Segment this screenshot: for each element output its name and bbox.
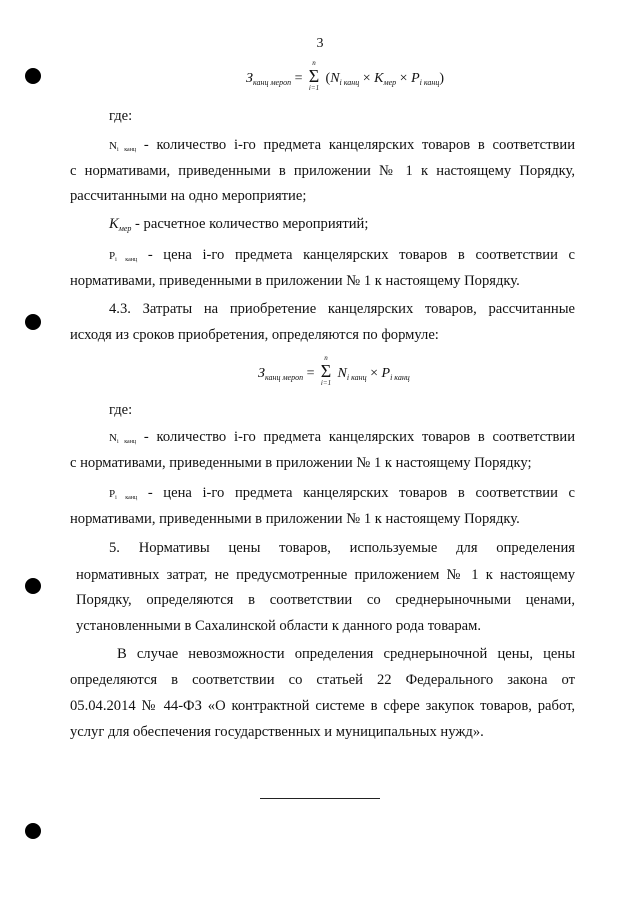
- paragraph-5-line2: нормативных затрат, не предусмотренные приложением № 1 к настоящему: [76, 567, 575, 583]
- page-number: 3: [316, 36, 324, 51]
- definition-p-line2: нормативами, приведенными в приложении № 1 к настоящему Порядку.: [70, 273, 520, 289]
- symbol-p: $P_{i канц}$: [109, 488, 138, 501]
- definition-p-line1: $P_{i канц}$ - цена i-го предмета канцелярских товаров в соответствии с: [109, 247, 575, 263]
- paragraph-4-3-line1: 4.3. Затраты на приобретение канцелярских товаров, рассчитанные: [109, 301, 575, 317]
- definition-p2-line1: $P_{i канц}$ - цена i-го предмета канцелярских товаров в соответствии с: [109, 485, 575, 501]
- paragraph-4-3-line2: исходя из сроков приобретения, определяются по формуле:: [70, 327, 439, 343]
- closing-divider: [260, 798, 380, 799]
- definition-k: $K_{мер}$ - расчетное количество мероприятий;: [109, 216, 369, 233]
- symbol-n: $N_{i канц}$: [109, 140, 137, 153]
- where-label-2: где:: [109, 402, 133, 418]
- definition-n2-line1: $N_{i канц}$ - количество i-го предмета канцелярских товаров в соответствии: [109, 429, 576, 445]
- punch-hole: [25, 823, 41, 839]
- paragraph-5-line4: установленными в Сахалинской области к данного рода товарам.: [76, 618, 482, 634]
- definition-n-line3: рассчитанными на одно мероприятие;: [70, 188, 307, 204]
- definition-n-line2: с нормативами, приведенными в приложении № 1 к настоящему Порядку,: [70, 163, 575, 179]
- formula-2: $З_{канц мероп} = \Sigma$ n i=1 $N_{i канц} \times P_{i канц}$: [258, 354, 410, 387]
- paragraph-last-line2: определяются в соответствии со статьей 22 Федерального закона от: [70, 672, 575, 688]
- paragraph-last-line4: услуг для обеспечения государственных и муниципальных нужд».: [70, 724, 484, 740]
- punch-hole: [25, 578, 41, 594]
- paragraph-last-line1: В случае невозможности определения среднерыночной цены, цены: [117, 646, 575, 662]
- definition-n2-line2: с нормативами, приведенными в приложении № 1 к настоящему Порядку;: [70, 455, 532, 471]
- punch-hole: [25, 314, 41, 330]
- paragraph-last-line3: 05.04.2014 № 44-ФЗ «О контрактной системе в сфере закупок товаров, работ,: [70, 698, 575, 714]
- definition-n-line1: $N_{i канц}$ - количество i-го предмета канцелярских товаров в соответствии: [109, 137, 576, 153]
- paragraph-5-line1: 5. Нормативы цены товаров, используемые для определения: [109, 540, 575, 556]
- formula-1: $З_{канц мероп} = \Sigma$ n i=1 $(N_{i канц} \times K_{мер} \times P_{i канц})$: [246, 59, 445, 92]
- definition-p2-line2: нормативами, приведенными в приложении № 1 к настоящему Порядку.: [70, 511, 520, 527]
- punch-hole: [25, 68, 41, 84]
- sigma-symbol: Σ n i=1: [308, 59, 320, 92]
- symbol-n: $N_{i канц}$: [109, 432, 137, 445]
- where-label: где:: [109, 108, 133, 124]
- paragraph-5-line3: Порядку, определяются в соответствии со среднерыночными ценами,: [76, 592, 575, 608]
- sigma-symbol: Σ n i=1: [320, 354, 332, 387]
- symbol-p: $P_{i канц}$: [109, 250, 138, 263]
